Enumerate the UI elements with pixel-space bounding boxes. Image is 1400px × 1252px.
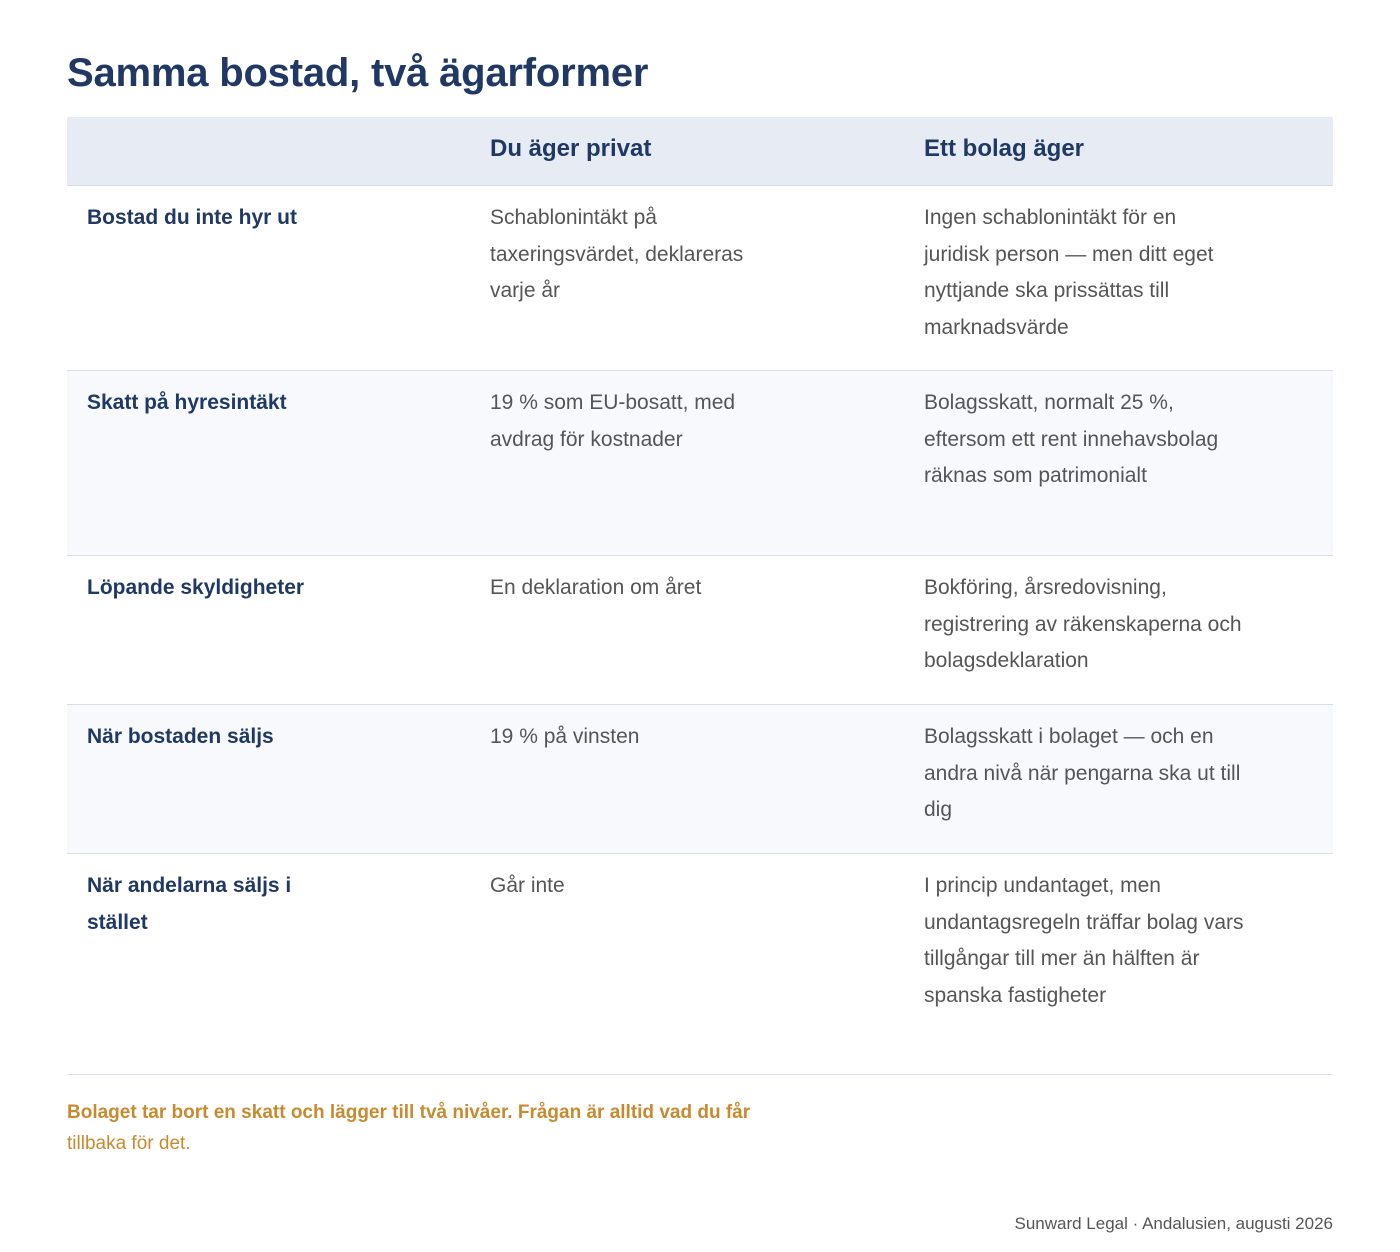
footer-credit: Sunward Legal · Andalusien, augusti 2026: [1014, 1214, 1333, 1233]
row-label: Skatt på hyresintäkt: [87, 391, 287, 414]
table-header: [67, 117, 1333, 186]
table-row: [67, 371, 1333, 556]
cell-private: Går inte: [490, 874, 565, 897]
row-label: När andelarna säljs i stället: [87, 874, 292, 934]
header-private: Du äger privat: [490, 135, 652, 162]
cell-private: En deklaration om året: [490, 576, 702, 599]
cell-company: Bokföring, årsredovisning, registrering av räkenskaperna och bolagsdeklaration: [924, 576, 1242, 672]
page-title: Samma bostad, två ägarformer: [67, 51, 649, 95]
summary-note-strong: Bolaget tar bort en skatt och lägger till två nivåer. Frågan är alltid vad du får: [67, 1102, 751, 1123]
row-label: När bostaden säljs: [87, 725, 274, 748]
cell-company: I princip undantaget, men undantagsregeln träffar bolag vars tillgångar till mer än hälften är spanska fastigheter: [924, 874, 1244, 1007]
comparison-table: [67, 117, 1333, 1075]
cell-private: Schablonintäkt på taxeringsvärdet, deklareras varje år: [490, 206, 744, 302]
cell-company: Bolagsskatt, normalt 25 %, eftersom ett rent innehavsbolag räknas som patrimonialt: [924, 391, 1219, 487]
row-label: Löpande skyldigheter: [87, 576, 305, 599]
summary-note-rest: tillbaka för det.: [67, 1133, 191, 1154]
table-row: [67, 854, 1333, 1075]
header-company: Ett bolag äger: [924, 135, 1085, 162]
row-label: Bostad du inte hyr ut: [87, 206, 297, 229]
table-row: [67, 556, 1333, 705]
table-row: [67, 186, 1333, 371]
cell-company: Ingen schablonintäkt för en juridisk person — men ditt eget nyttjande ska prissättas till marknadsvärde: [924, 206, 1214, 339]
cell-private: 19 % som EU-bosatt, med avdrag för kostnader: [490, 391, 736, 451]
table-row: [67, 705, 1333, 854]
summary-note: [67, 1097, 847, 1159]
cell-private: 19 % på vinsten: [490, 725, 640, 748]
cell-company: Bolagsskatt i bolaget — och en andra nivå när pengarna ska ut till dig: [924, 725, 1241, 821]
